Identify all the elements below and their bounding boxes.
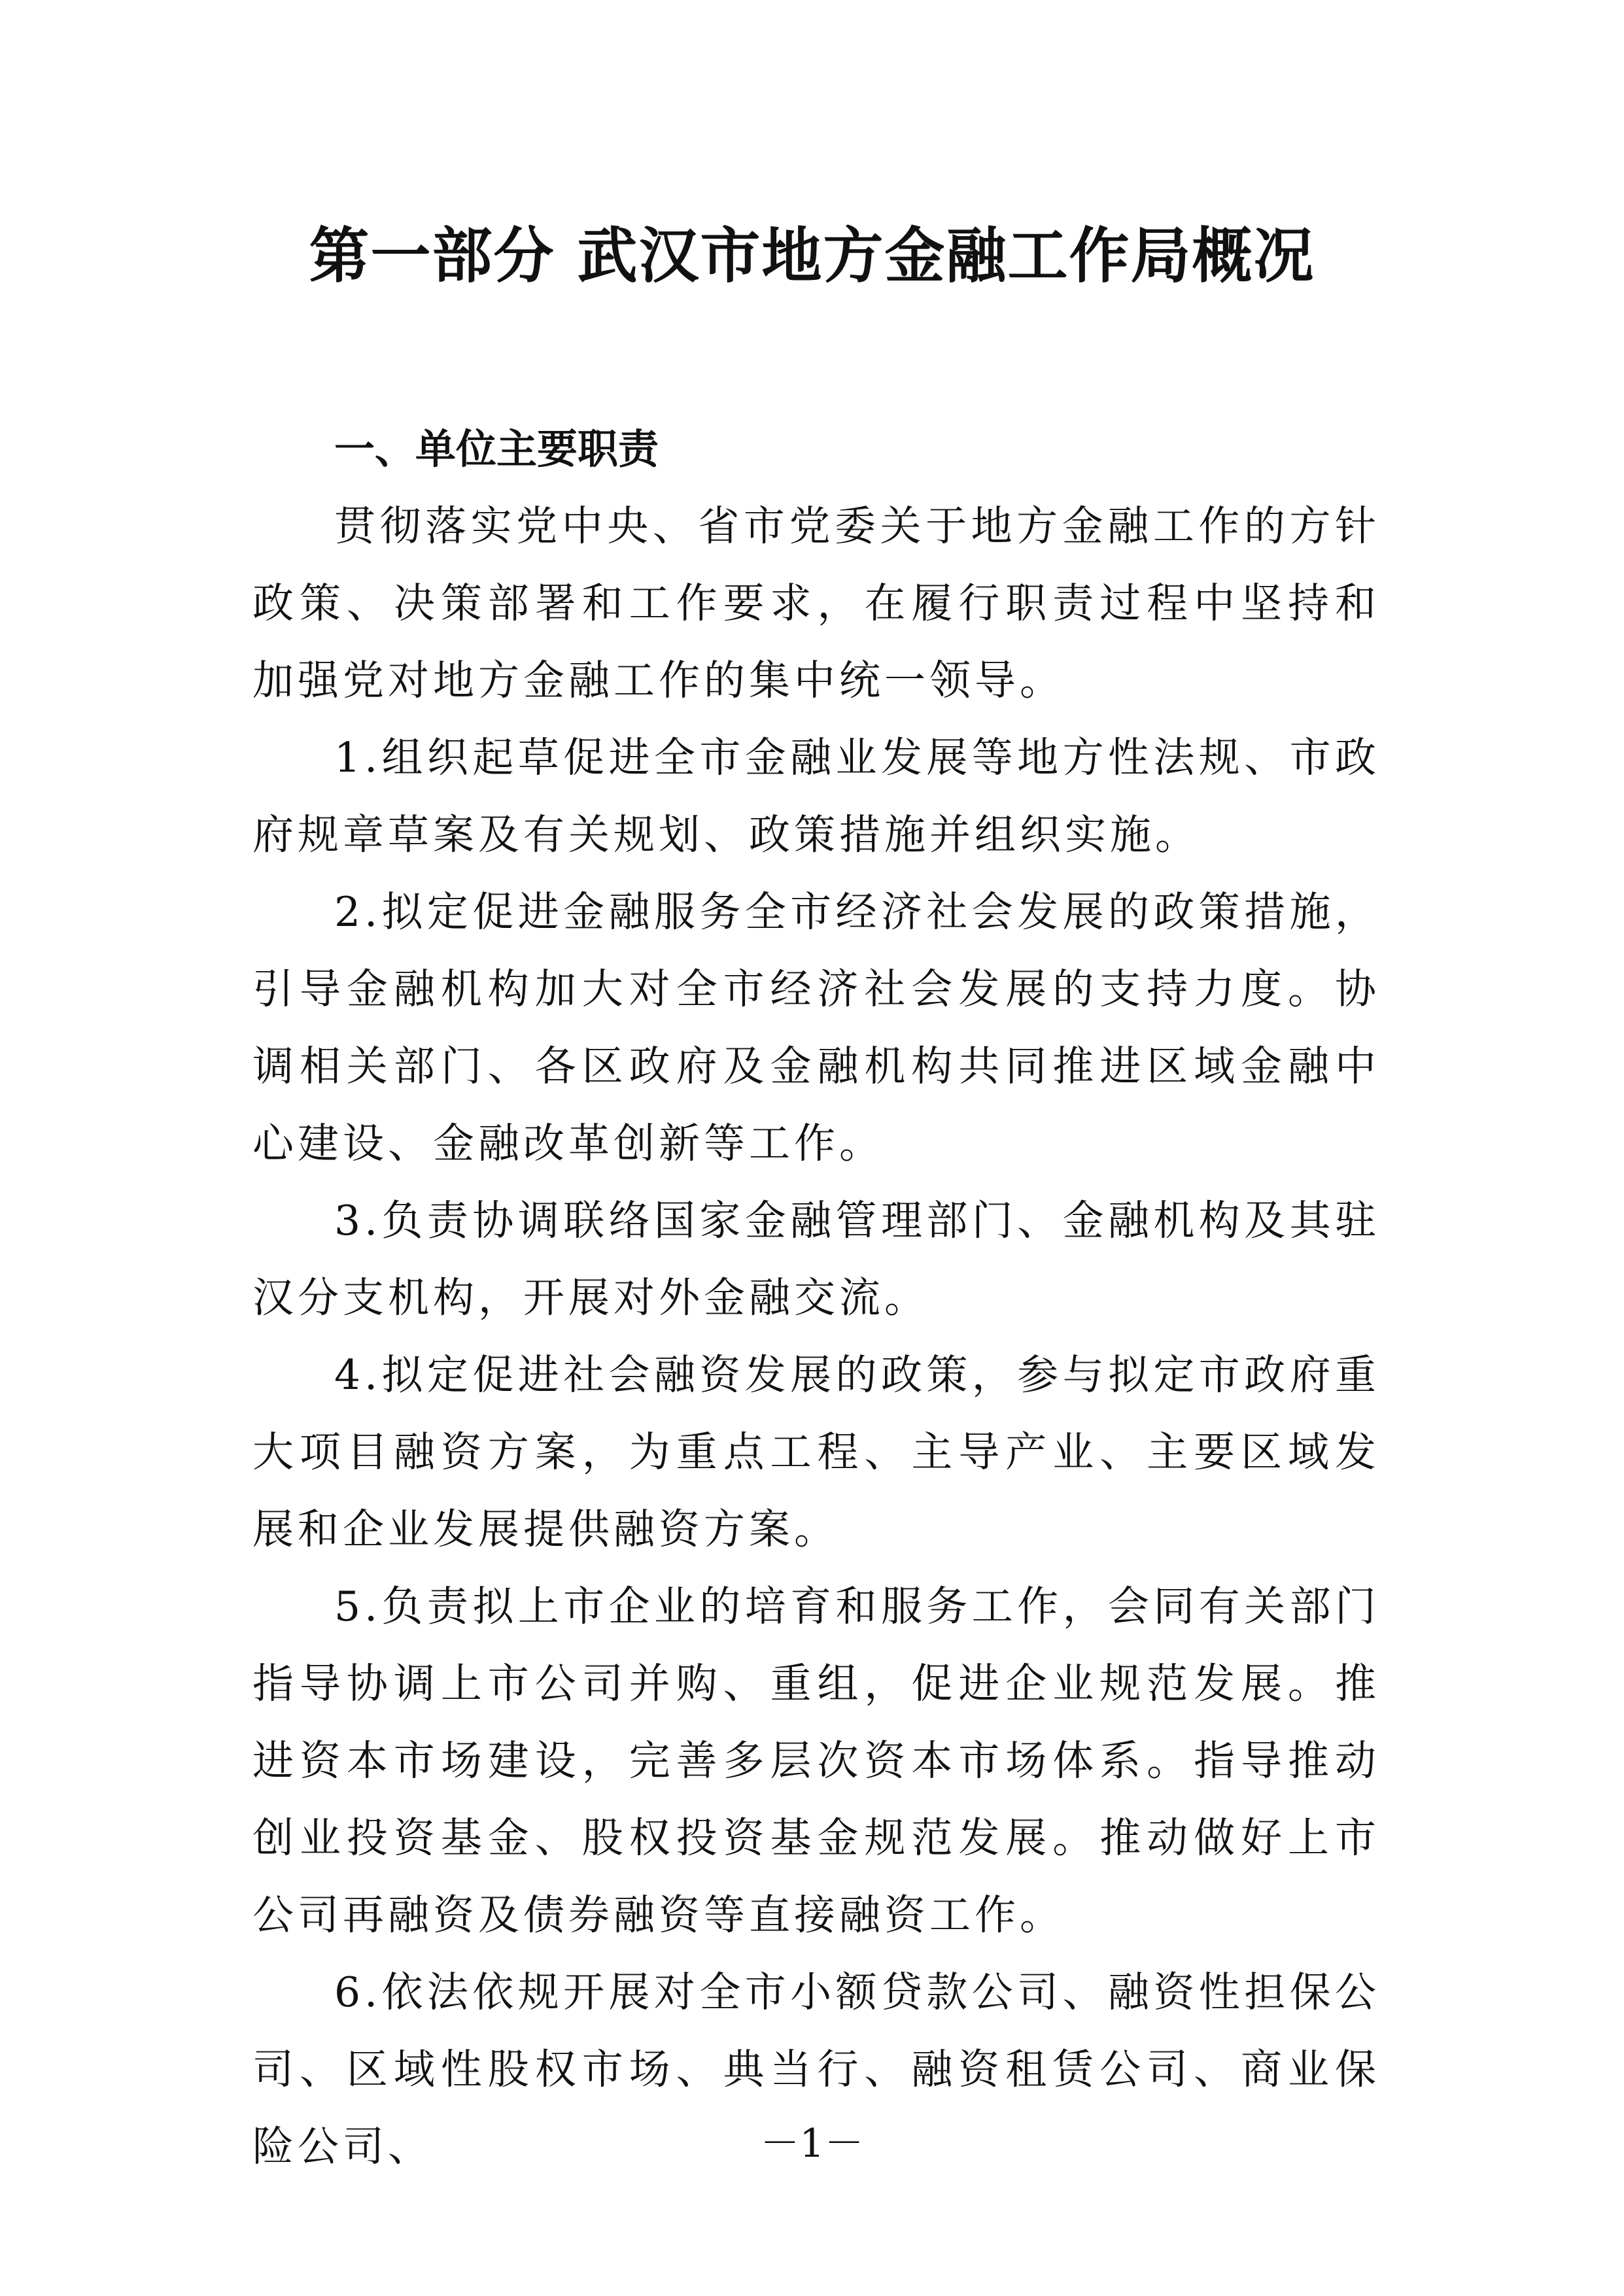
paragraph: 2.拟定促进金融服务全市经济社会发展的政策措施，引导金融机构加大对全市经济社会发展的支持力度。协调相关部门、各区政府及金融机构共同推进区域金融中心建设、金融改革创新等工作。: [252, 888, 1380, 1167]
paragraph: 5.负责拟上市企业的培育和服务工作，会同有关部门指导协调上市公司并购、重组，促进企业规范发展。推进资本市场建设，完善多层次资本市场体系。指导推动创业投资基金、股权投资基金规范发展。推动做好上市公司再融资及债券融资等直接融资工作。: [252, 1583, 1380, 1939]
paragraph: 1.组织起草促进全市金融业发展等地方性法规、市政府规章草案及有关规划、政策措施并组织实施。: [252, 734, 1380, 859]
paragraph: 4.拟定促进社会融资发展的政策，参与拟定市政府重大项目融资方案，为重点工程、主导产业、主要区域发展和企业发展提供融资方案。: [252, 1351, 1380, 1553]
document-body: [252, 411, 1380, 2185]
paragraph: 3.负责协调联络国家金融管理部门、金融机构及其驻汉分支机构，开展对外金融交流。: [252, 1197, 1380, 1322]
page-number: －1－: [760, 2121, 864, 2167]
paragraph: 贯彻落实党中央、省市党委关于地方金融工作的方针政策、决策部署和工作要求，在履行职责过程中坚持和加强党对地方金融工作的集中统一领导。: [252, 502, 1380, 704]
page-title: 第一部分 武汉市地方金融工作局概况: [309, 220, 1315, 291]
paragraph: 6.依法依规开展对全市小额贷款公司、融资性担保公司、区域性股权市场、典当行、融资租赁公司、商业保险公司、: [252, 1968, 1380, 2170]
section-heading: 一、单位主要职责: [334, 425, 659, 473]
